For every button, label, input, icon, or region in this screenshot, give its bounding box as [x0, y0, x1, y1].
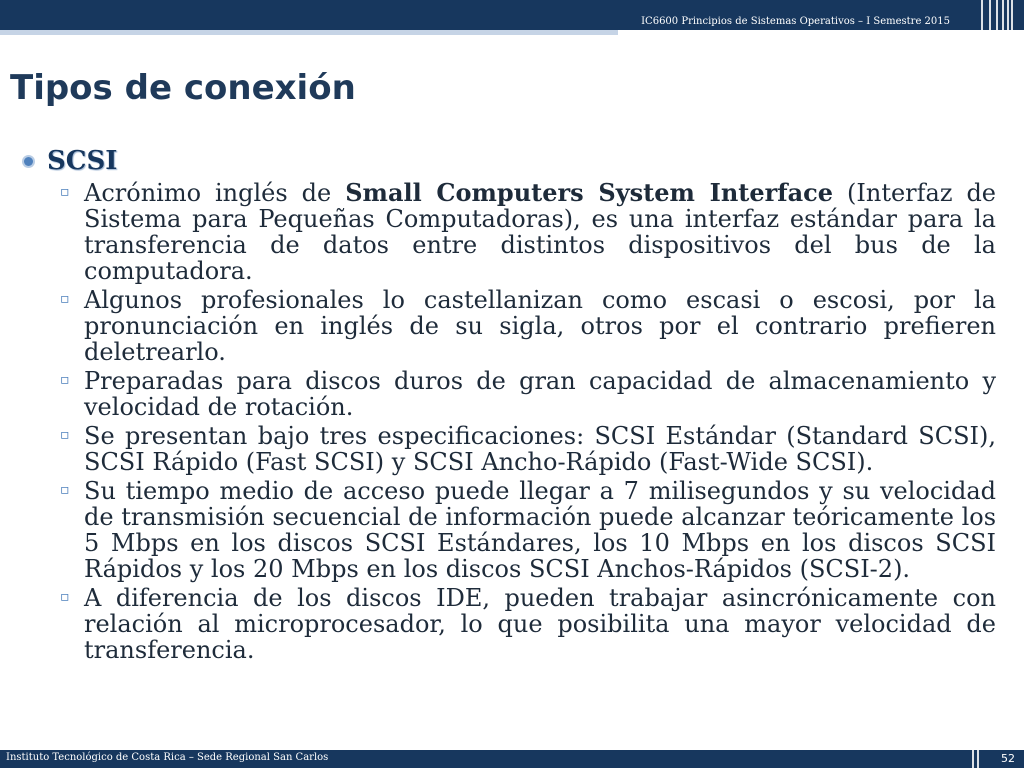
bullet-dot-icon — [24, 157, 33, 166]
slide-content — [24, 146, 996, 666]
square-bullet-icon: ▫ — [60, 482, 70, 498]
list-item — [24, 585, 996, 663]
square-bullet-icon: ▫ — [60, 372, 70, 388]
bullet-list — [24, 180, 996, 663]
topic-label: SCSI — [47, 146, 118, 176]
item-text: Algunos profesionales lo castellanizan como escasi o escosi, por la pronunciación en inglés de su sigla, otros por el contrario prefieren deletrearlo. — [84, 286, 996, 366]
list-item — [24, 423, 996, 475]
topic-bullet — [24, 146, 996, 176]
list-item — [24, 287, 996, 365]
item-text: Preparadas para discos duros de gran capacidad de almacenamiento y velocidad de rotación. — [84, 367, 996, 421]
slide-title: Tipos de conexión — [10, 68, 356, 108]
item-text-bold: Small Computers System Interface — [345, 178, 834, 207]
square-bullet-icon: ▫ — [60, 589, 70, 605]
decorative-stripes — [979, 0, 1024, 30]
decorative-stripes — [972, 750, 982, 768]
item-text: A diferencia de los discos IDE, pueden trabajar asincrónicamente con relación al microprocesador, lo que posibilita una mayor velocidad de transferencia. — [84, 584, 996, 664]
header-bar — [0, 0, 1024, 30]
list-item — [24, 368, 996, 420]
square-bullet-icon: ▫ — [60, 184, 70, 200]
header-accent-bar — [0, 30, 618, 35]
square-bullet-icon: ▫ — [60, 427, 70, 443]
item-text-pre: Acrónimo inglés de — [84, 179, 346, 207]
institution-label: Instituto Tecnológico de Costa Rica – Sede Regional San Carlos — [6, 752, 329, 763]
item-text: Su tiempo medio de acceso puede llegar a 7 milisegundos y su velocidad de transmisión secuencial de información puede alcanzar teóricamente los 5 Mbps en los discos SCSI Estándares, los 10 Mbps en los discos SCSI Rápidos y los 20 Mbps en los discos SCSI Anchos-Rápidos (SCSI-2). — [84, 477, 997, 583]
list-item — [24, 180, 996, 284]
item-text-post: (Interfaz de Sistema para Pequeñas Computadoras), es una interfaz estándar para la transferencia de datos entre distintos dispositivos del bus de la computadora. — [84, 179, 997, 285]
list-item — [24, 478, 996, 582]
square-bullet-icon: ▫ — [60, 291, 70, 307]
item-text: Se presentan bajo tres especificaciones: SCSI Estándar (Standard SCSI), SCSI Rápido (Fast SCSI) y SCSI Ancho-Rápido (Fast-Wide SCSI). — [84, 422, 996, 476]
course-title: IC6600 Principios de Sistemas Operativos – I Semestre 2015 — [641, 16, 950, 27]
page-number: 52 — [1001, 752, 1015, 765]
footer-bar — [0, 750, 1024, 768]
